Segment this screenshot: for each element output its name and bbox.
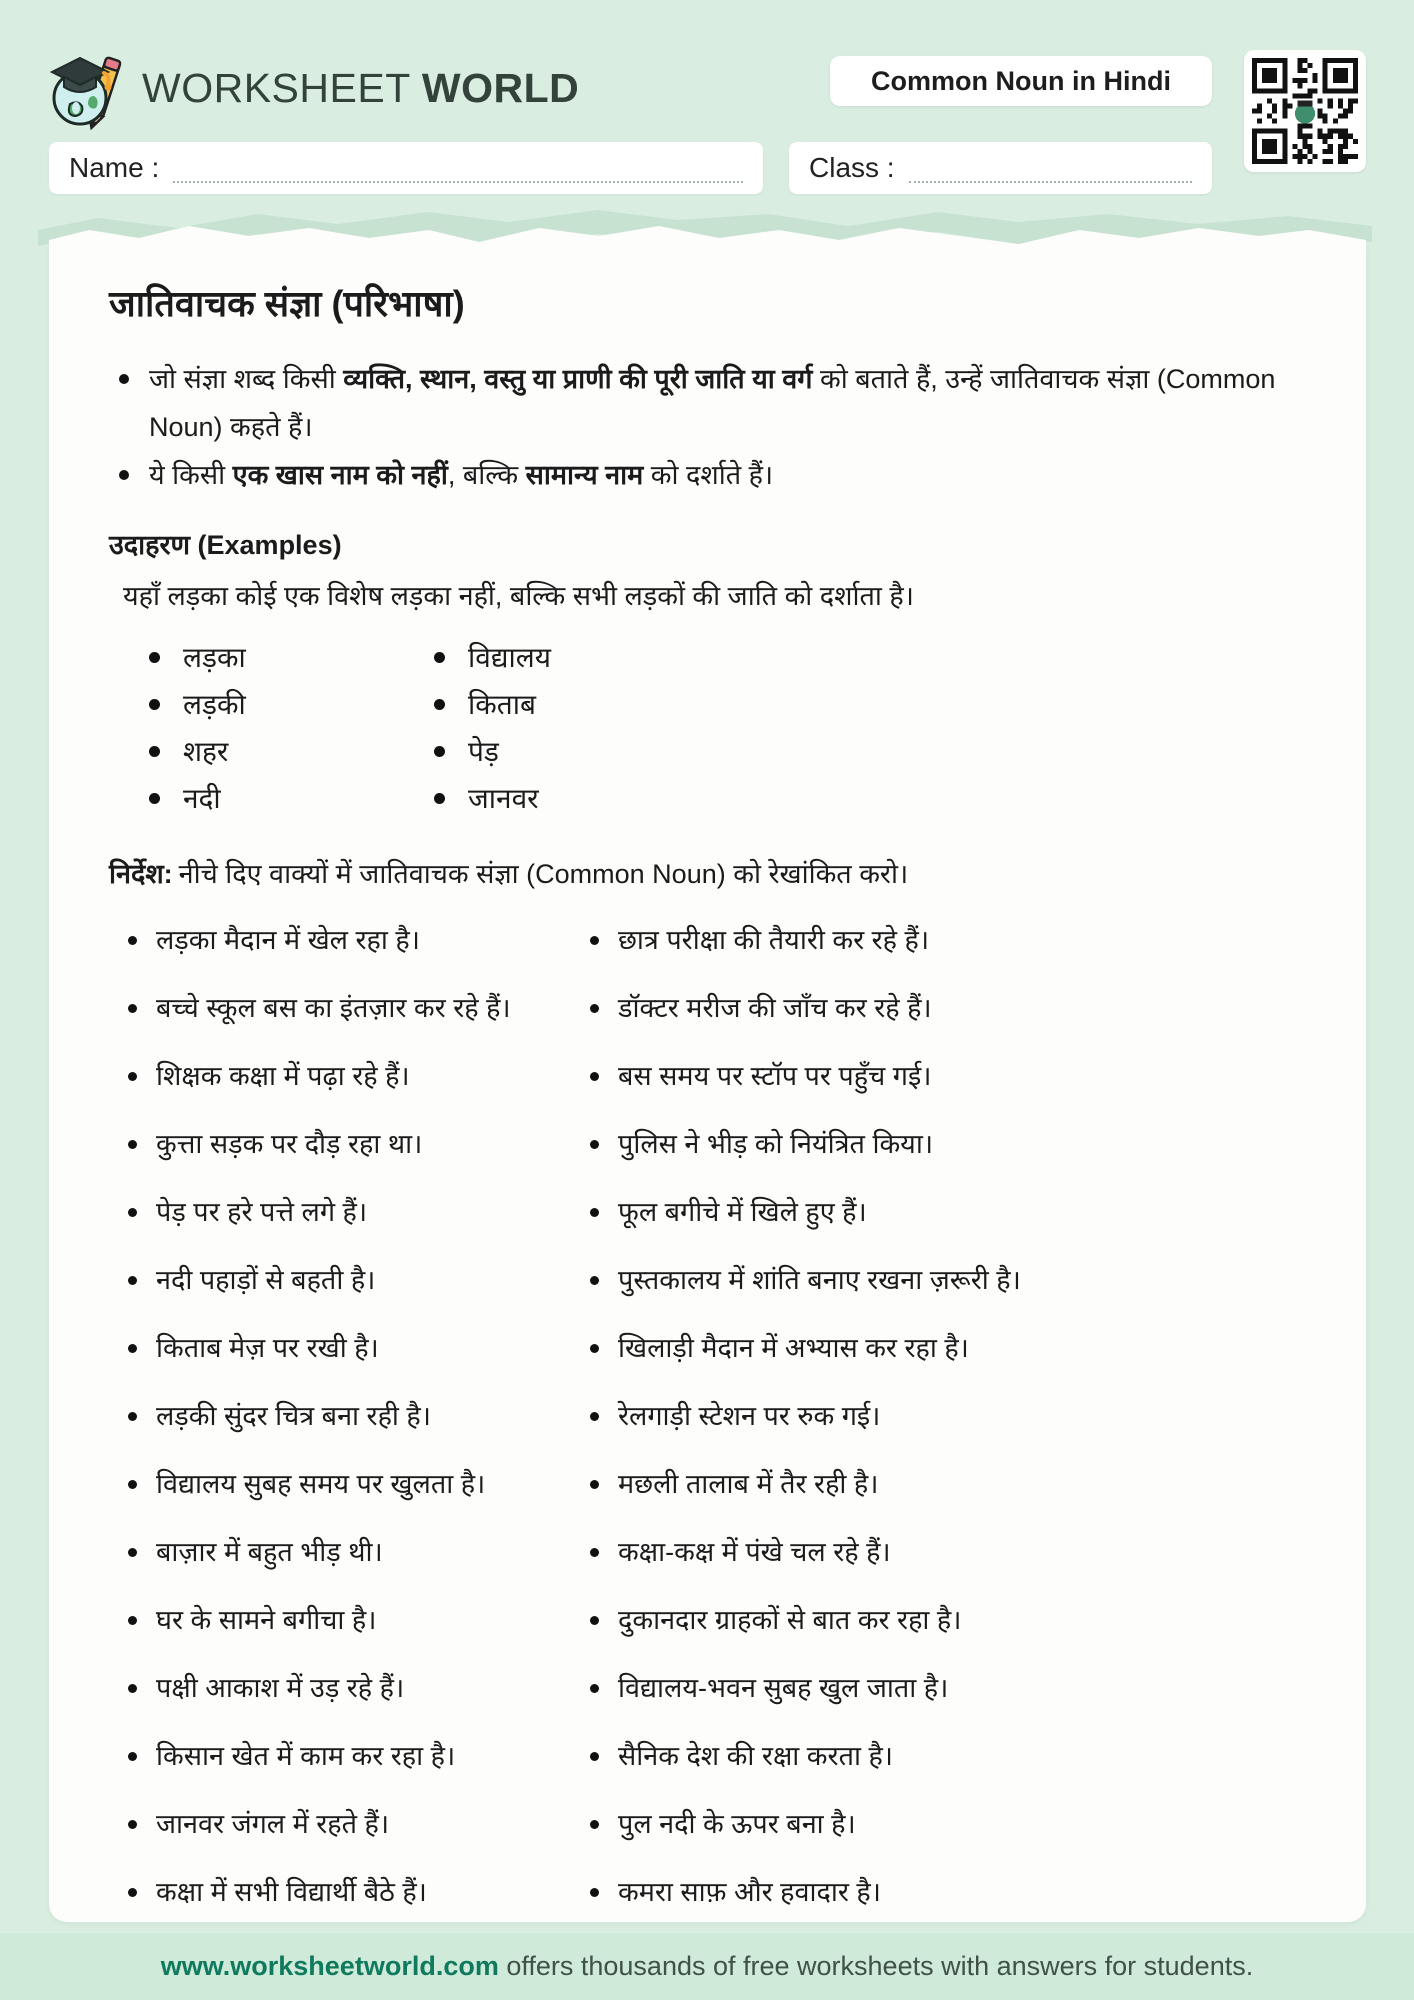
list-item: रेलगाड़ी स्टेशन पर रुक गई। (590, 1398, 1320, 1435)
name-input-line[interactable] (173, 153, 743, 184)
list-item: दुकानदार ग्राहकों से बात कर रहा है। (590, 1602, 1320, 1639)
globe-pencil-cap-icon (46, 46, 126, 130)
worksheet-world-logo (46, 46, 579, 130)
instructions (109, 852, 1320, 896)
list-item: लड़की (149, 681, 434, 728)
instructions-text: नीचे दिए वाक्यों में जातिवाचक संज्ञा (Common Noun) को रेखांकित करो। (178, 859, 909, 889)
logo-text: WORKSHEET WORLD (142, 64, 580, 111)
list-item: किताब मेज़ पर रखी है। (128, 1330, 590, 1367)
list-item: लड़का मैदान में खेल रहा है। (128, 922, 590, 959)
list-item: लड़का (149, 634, 434, 681)
list-item: विद्यालय सुबह समय पर खुलता है। (128, 1466, 590, 1503)
list-item: शिक्षक कक्षा में पढ़ा रहे हैं। (128, 1058, 590, 1095)
sentence-columns (128, 922, 1320, 1942)
definition-list (109, 355, 1320, 499)
list-item: बच्चे स्कूल बस का इंतज़ार कर रहे हैं। (128, 990, 590, 1027)
list-item: किसान खेत में काम कर रहा है। (128, 1738, 590, 1775)
list-item: लड़की सुंदर चित्र बना रही है। (128, 1398, 590, 1435)
footer-text: offers thousands of free worksheets with answers for students. (498, 1951, 1254, 1981)
list-item: मछली तालाब में तैर रही है। (590, 1466, 1320, 1503)
list-item: नदी पहाड़ों से बहती है। (128, 1262, 590, 1299)
list-item: किताब (434, 681, 551, 728)
list-item: पेड़ पर हरे पत्ते लगे हैं। (128, 1194, 590, 1231)
sentence-list-left (128, 922, 590, 1942)
examples-column-1 (149, 634, 434, 822)
qr-code-icon (1252, 58, 1358, 164)
qr-code (1244, 50, 1366, 172)
list-item: पक्षी आकाश में उड़ रहे हैं। (128, 1670, 590, 1707)
footer-band (0, 1933, 1414, 2000)
examples-heading: उदाहरण (Examples) (109, 530, 342, 560)
list-item: छात्र परीक्षा की तैयारी कर रहे हैं। (590, 922, 1320, 959)
list-item: घर के सामने बगीचा है। (128, 1602, 590, 1639)
list-item: नदी (149, 775, 434, 822)
list-item: पुलिस ने भीड़ को नियंत्रित किया। (590, 1126, 1320, 1163)
name-label: Name : (69, 152, 160, 183)
website-link[interactable]: www.worksheetworld.com (160, 1951, 499, 1981)
examples-column-2 (434, 634, 551, 822)
class-field (789, 142, 1212, 194)
list-item: विद्यालय-भवन सुबह खुल जाता है। (590, 1670, 1320, 1707)
instructions-label: निर्देश: (109, 859, 173, 889)
list-item: जानवर (434, 775, 551, 822)
sentence-list-right (590, 922, 1320, 1942)
list-item: शहर (149, 728, 434, 775)
name-field (49, 142, 763, 194)
definition-bullet-1: जो संज्ञा शब्द किसी व्यक्ति, स्थान, वस्तु या प्राणी की पूरी जाति या वर्ग को बताते हैं, उन्हें जातिवाचक संज्ञा (Common Noun) कहते हैं। (149, 355, 1320, 451)
list-item: जानवर जंगल में रहते हैं। (128, 1806, 590, 1843)
list-item: पुस्तकालय में शांति बनाए रखना ज़रूरी है। (590, 1262, 1320, 1299)
list-item: कक्षा-कक्ष में पंखे चल रहे हैं। (590, 1534, 1320, 1571)
definition-bullet-2: ये किसी एक खास नाम को नहीं, बल्कि सामान्य नाम को दर्शाते हैं। (149, 451, 1320, 499)
worksheet-title-badge: Common Noun in Hindi (830, 56, 1212, 106)
worksheet-card (49, 244, 1366, 1922)
list-item: कक्षा में सभी विद्यार्थी बैठे हैं। (128, 1874, 590, 1911)
list-item: कुत्ता सड़क पर दौड़ रहा था। (128, 1126, 590, 1163)
list-item: खिलाड़ी मैदान में अभ्यास कर रहा है। (590, 1330, 1320, 1367)
list-item: बस समय पर स्टॉप पर पहुँच गई। (590, 1058, 1320, 1095)
examples-columns (149, 634, 1320, 822)
list-item: सैनिक देश की रक्षा करता है। (590, 1738, 1320, 1775)
list-item: बाज़ार में बहुत भीड़ थी। (128, 1534, 590, 1571)
page-title: जातिवाचक संज्ञा (परिभाषा) (109, 283, 465, 324)
list-item: डॉक्टर मरीज की जाँच कर रहे हैं। (590, 990, 1320, 1027)
list-item: पेड़ (434, 728, 551, 775)
list-item: विद्यालय (434, 634, 551, 681)
class-input-line[interactable] (909, 153, 1192, 184)
list-item: कमरा साफ़ और हवादार है। (590, 1874, 1320, 1911)
list-item: पुल नदी के ऊपर बना है। (590, 1806, 1320, 1843)
list-item: फूल बगीचे में खिले हुए हैं। (590, 1194, 1320, 1231)
class-label: Class : (809, 152, 895, 183)
examples-note: यहाँ लड़का कोई एक विशेष लड़का नहीं, बल्कि सभी लड़कों की जाति को दर्शाता है। (123, 581, 914, 611)
